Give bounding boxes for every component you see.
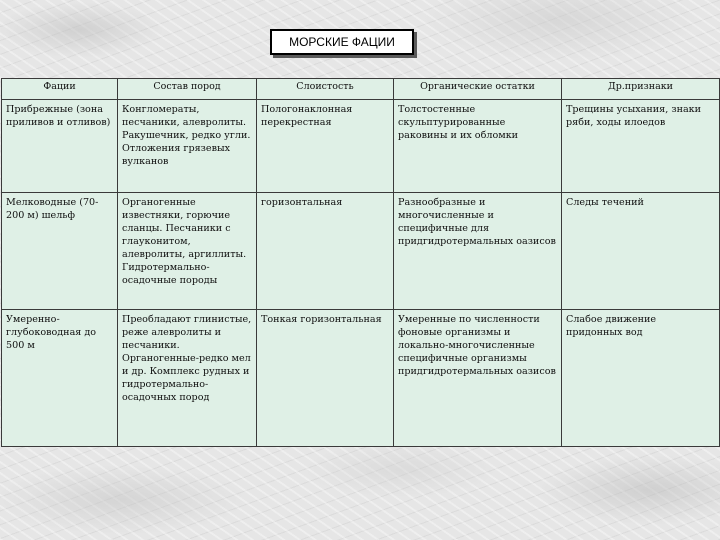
- cell-other: Слабое движение придонных вод: [562, 310, 720, 447]
- page-title: МОРСКИЕ ФАЦИИ: [270, 29, 414, 55]
- cell-facies: Умеренно-глубоководная до 500 м: [2, 310, 118, 447]
- cell-organics: Умеренные по численности фоновые организмы и локально-многочисленные специфичные организмы придгидротермальных оазисов: [394, 310, 562, 447]
- table-row: [2, 100, 720, 193]
- cell-organics: Толстостенные скульптурированные раковины и их обломки: [394, 100, 562, 193]
- cell-rocks: Конгломераты, песчаники, алевролиты. Ракушечник, редко угли. Отложения грязевых вулканов: [118, 100, 257, 193]
- column-header-organics: Органические остатки: [394, 79, 562, 100]
- column-header-other: Др.признаки: [562, 79, 720, 100]
- table-row: [2, 193, 720, 310]
- table-header-row: [2, 79, 720, 100]
- cell-other: Трещины усыхания, знаки ряби, ходы илоедов: [562, 100, 720, 193]
- cell-facies: Мелководные (70-200 м) шельф: [2, 193, 118, 310]
- facies-table-container: [1, 78, 719, 447]
- column-header-bedding: Слоистость: [257, 79, 394, 100]
- table-row: [2, 310, 720, 447]
- cell-bedding: горизонтальная: [257, 193, 394, 310]
- cell-other: Следы течений: [562, 193, 720, 310]
- cell-bedding: Тонкая горизонтальная: [257, 310, 394, 447]
- facies-table: [1, 78, 720, 447]
- column-header-rocks: Состав пород: [118, 79, 257, 100]
- cell-organics: Разнообразные и многочисленные и специфичные для придгидротермальных оазисов: [394, 193, 562, 310]
- cell-rocks: Преобладают глинистые, реже алевролиты и песчаники. Органогенные-редко мел и др. Комплекс рудных и гидротермально-осадочных пород: [118, 310, 257, 447]
- cell-rocks: Органогенные известняки, горючие сланцы. Песчаники с глауконитом, алевролиты, аргиллиты. Гидротермально-осадочные породы: [118, 193, 257, 310]
- column-header-facies: Фации: [2, 79, 118, 100]
- cell-facies: Прибрежные (зона приливов и отливов): [2, 100, 118, 193]
- cell-bedding: Пологонаклонная перекрестная: [257, 100, 394, 193]
